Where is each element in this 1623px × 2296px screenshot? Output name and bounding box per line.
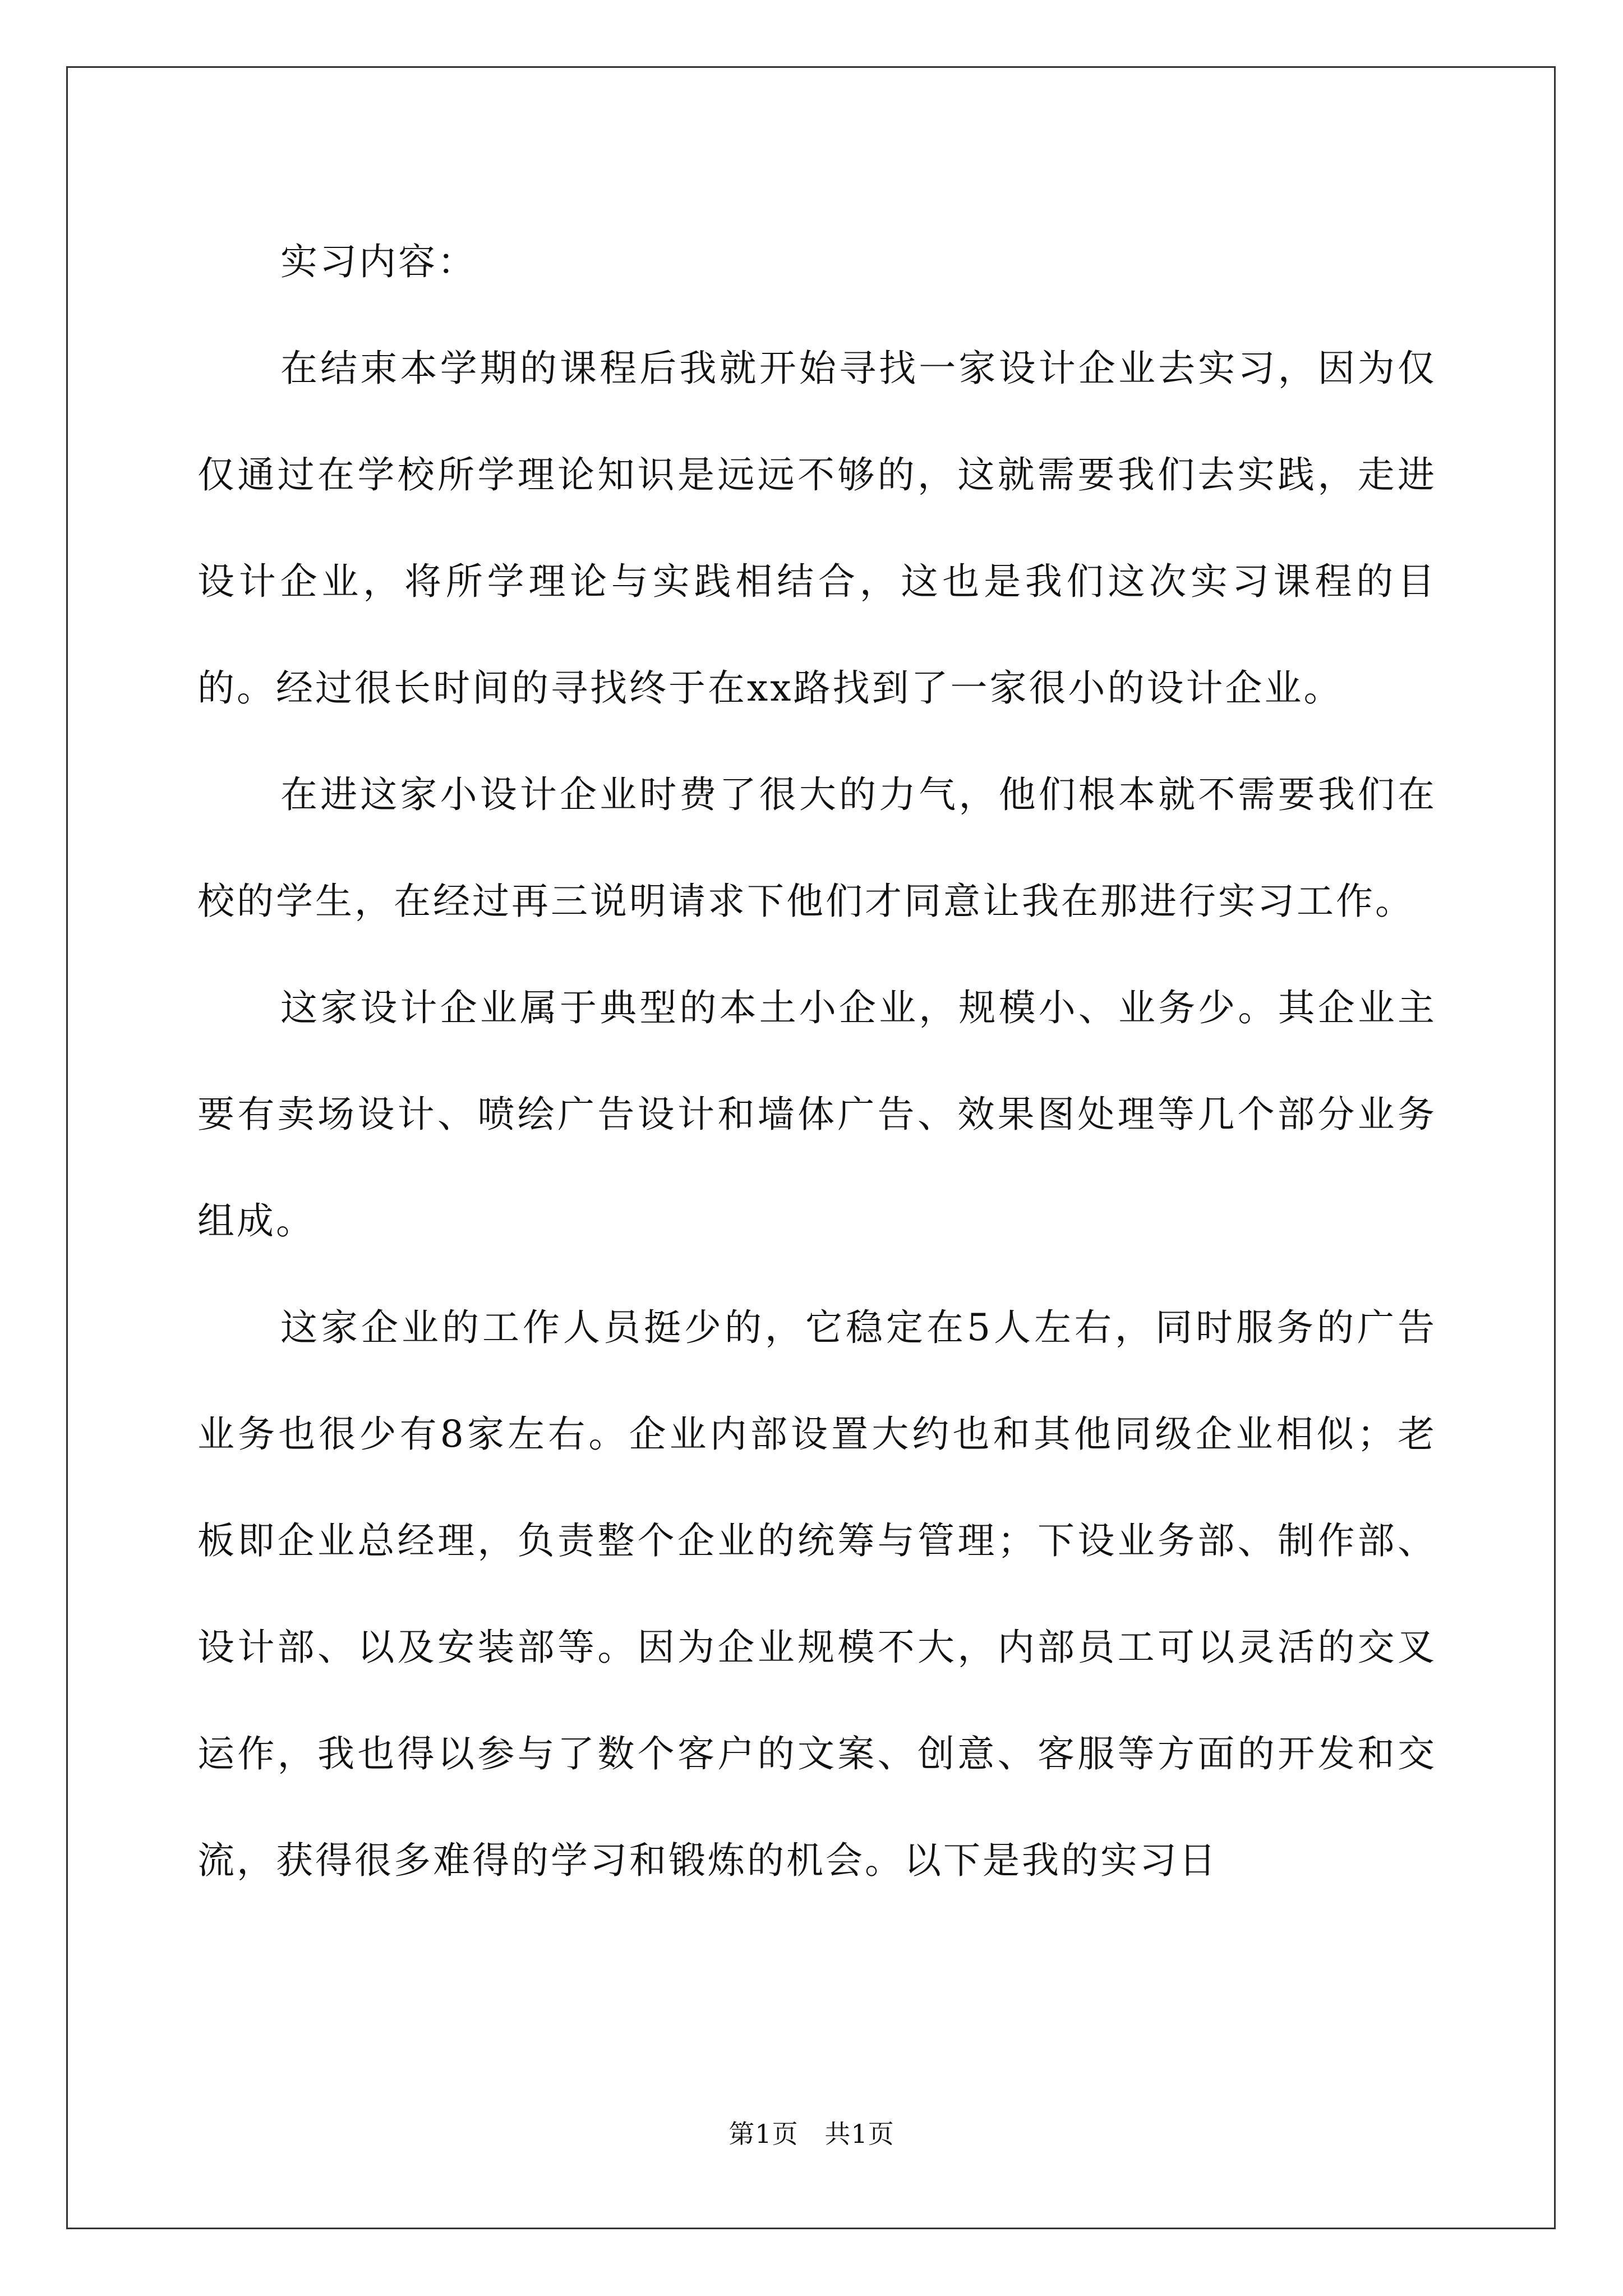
paragraph-2: 在进这家小设计企业时费了很大的力气，他们根本就不需要我们在校的学生，在经过再三说明请求下他们才同意让我在那进行实习工作。 (197, 773, 1437, 923)
paragraph-1: 在结束本学期的课程后我就开始寻找一家设计企业去实习，因为仅仅通过在学校所学理论知识是远远不够的，这就需要我们去实践，走进设计企业，将所学理论与实践相结合，这也是我们这次实习课程的目的。经过很长时间的寻找终于在xx路找到了一家很小的设计企业。 (197, 347, 1437, 710)
document-body (197, 209, 1437, 1914)
page-footer: 第1页 共1页 (728, 2119, 895, 2149)
section-heading: 实习内容： (280, 240, 477, 283)
paragraph-3: 这家设计企业属于典型的本土小企业，规模小、业务少。其企业主要有卖场设计、喷绘广告设计和墙体广告、效果图处理等几个部分业务组成。 (197, 986, 1437, 1243)
paragraph-4: 这家企业的工作人员挺少的，它稳定在5人左右，同时服务的广告业务也很少有8家左右。企业内部设置大约也和其他同级企业相似；老板即企业总经理，负责整个企业的统筹与管理；下设业务部、制作部、设计部、以及安装部等。因为企业规模不大，内部员工可以灵活的交叉运作，我也得以参与了数个客户的文案、创意、客服等方面的开发和交流，获得很多难得的学习和锻炼的机会。以下是我的实习日 (197, 1306, 1437, 1882)
